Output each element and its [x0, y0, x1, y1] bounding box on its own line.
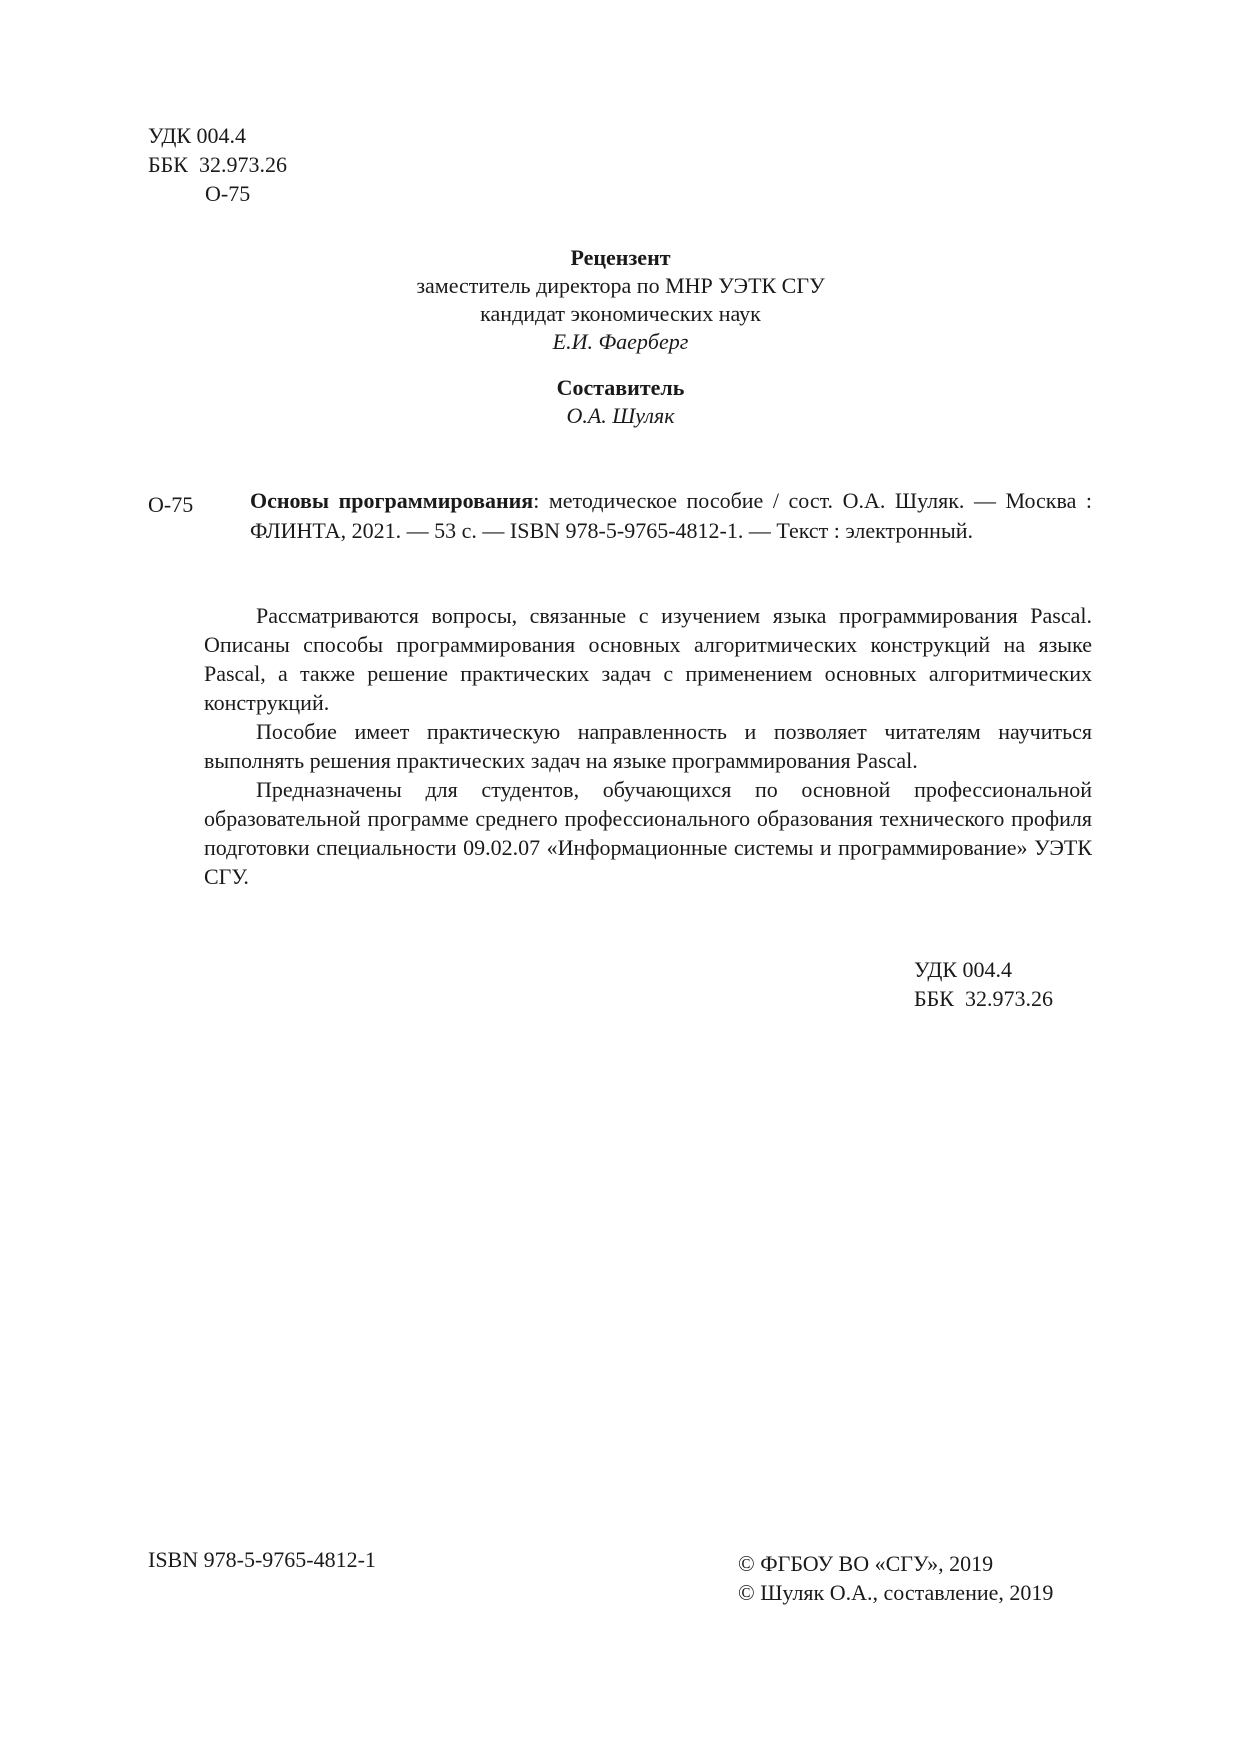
- annotation-paragraph: Рассматриваются вопросы, связанные с изучением языка программирования Pascal. Описаны способы программирования основных алгоритмических конструкций на языке Pascal, а также решение практических задач с применением основных алгоритмических конструкций.: [204, 603, 1092, 715]
- isbn: ISBN 978-5-9765-4812-1: [148, 1547, 376, 1572]
- compiler-block: [0, 374, 1241, 430]
- author-mark: О-75: [205, 181, 251, 206]
- classification-header: [148, 122, 287, 209]
- reviewer-name: Е.И. Фаерберг: [552, 329, 689, 354]
- udk-code: УДК 004.4: [148, 123, 247, 148]
- reviewer-position: заместитель директора по МНР УЭТК СГУ: [416, 273, 825, 298]
- compiler-name: О.А. Шуляк: [566, 403, 675, 428]
- copyright-line: © Шуляк О.А., составление, 2019: [738, 1580, 1054, 1605]
- bibliography-mark: О-75: [148, 492, 194, 517]
- bibliography-entry: [250, 486, 1092, 546]
- reviewer-heading: Рецензент: [570, 245, 671, 270]
- copyright-line: © ФГБОУ ВО «СГУ», 2019: [738, 1551, 994, 1576]
- annotation: [204, 601, 1092, 891]
- bbk-code: ББК 32.973.26: [914, 986, 1053, 1011]
- compiler-heading: Составитель: [556, 375, 685, 400]
- annotation-paragraph: Пособие имеет практическую направленность и позволяет читателям научиться выполнять решения практических задач на языке программирования Pascal.: [204, 719, 1092, 773]
- udk-code: УДК 004.4: [914, 957, 1013, 982]
- classification-footer: [914, 956, 1053, 1014]
- book-title: Основы программирования: [250, 488, 534, 513]
- bbk-code: ББК 32.973.26: [148, 152, 287, 177]
- copyright-block: [738, 1550, 1053, 1608]
- bibliography-details: : методическое пособие / сост. О.А. Шуляк. — Москва : ФЛИНТА, 2021. — 53 с. — ISBN 978-5-9765-4812-1. — Текст : электронный.: [250, 488, 1093, 543]
- reviewer-block: [0, 244, 1241, 356]
- annotation-paragraph: Предназначены для студентов, обучающихся по основной профессиональной образовательной программе среднего профессионального образования технического профиля подготовки специальности 09.02.07 «Информационные системы и программирование» УЭТК СГУ.: [204, 777, 1092, 889]
- reviewer-degree: кандидат экономических наук: [480, 301, 761, 326]
